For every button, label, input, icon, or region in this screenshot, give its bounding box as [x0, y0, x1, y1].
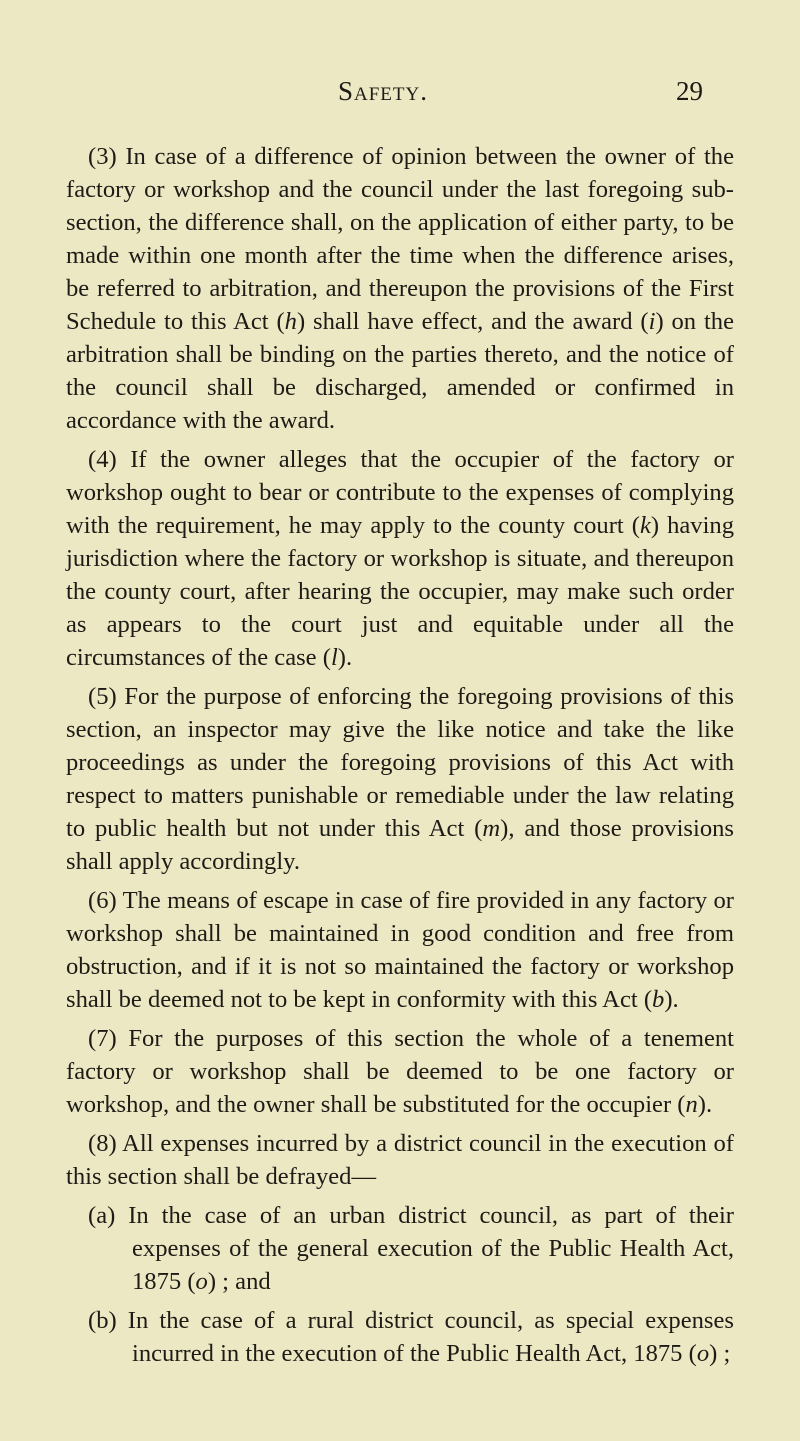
paragraph-4: (4) If the owner alleges that the occupier of the factory or workshop ought to bear or contribute to the expenses of complying with the requirement, he may apply to the county court (k) having jurisdiction where the factory or workshop is situate, and thereupon the county court, after hearing the occupier, may make such order as appears to the court just and equitable under all the circumstances of the case (l). [66, 446, 735, 671]
paragraph-5: (5) For the purpose of enforcing the foregoing provisions of this section, an inspector may give the like notice and take the like proceedings as under the foregoing provisions of this Act with respect to matters punishable or remediable under the law relating to public health but not under this Act (m), and those provisions shall apply accordingly. [66, 683, 734, 875]
paragraph-3: (3) In case of a difference of opinion between the owner of the factory or workshop and the council under the last foregoing sub-section, the difference shall, on the application of either party, to be made within one month after the time when the difference arises, be referred to arbitration, and thereupon the provisions of the First Schedule to this Act (h) shall have effect, and the award (i) on the arbitration shall be binding on the parties thereto, and the notice of the council shall be discharged, amended or confirmed in accordance with the award. [66, 143, 735, 434]
paragraph-8b: (b) In the case of a rural district council, as special expenses incurred in the execution of the Public Health Act, 1875 (o) ; [88, 1307, 734, 1367]
paragraph-6: (6) The means of escape in case of fire provided in any factory or workshop shall be maintained in good condition and free from obstruction, and if it is not so maintained the factory or workshop shall be deemed not to be kept in conformity with this Act (b). [66, 887, 734, 1013]
page-number: 29 [676, 76, 703, 106]
running-title: Safety. [338, 76, 428, 106]
paragraph-8: (8) All expenses incurred by a district council in the execution of this section shall be defrayed— [66, 1130, 734, 1190]
running-header [0, 72, 800, 112]
paragraph-7: (7) For the purposes of this section the whole of a tenement factory or workshop shall be deemed to be one factory or workshop, and the owner shall be substituted for the occupier (n). [66, 1025, 734, 1118]
body-text [66, 140, 734, 1376]
paragraph-8a: (a) In the case of an urban district council, as part of their expenses of the general execution of the Public Health Act, 1875 (o) ; and [88, 1202, 734, 1295]
